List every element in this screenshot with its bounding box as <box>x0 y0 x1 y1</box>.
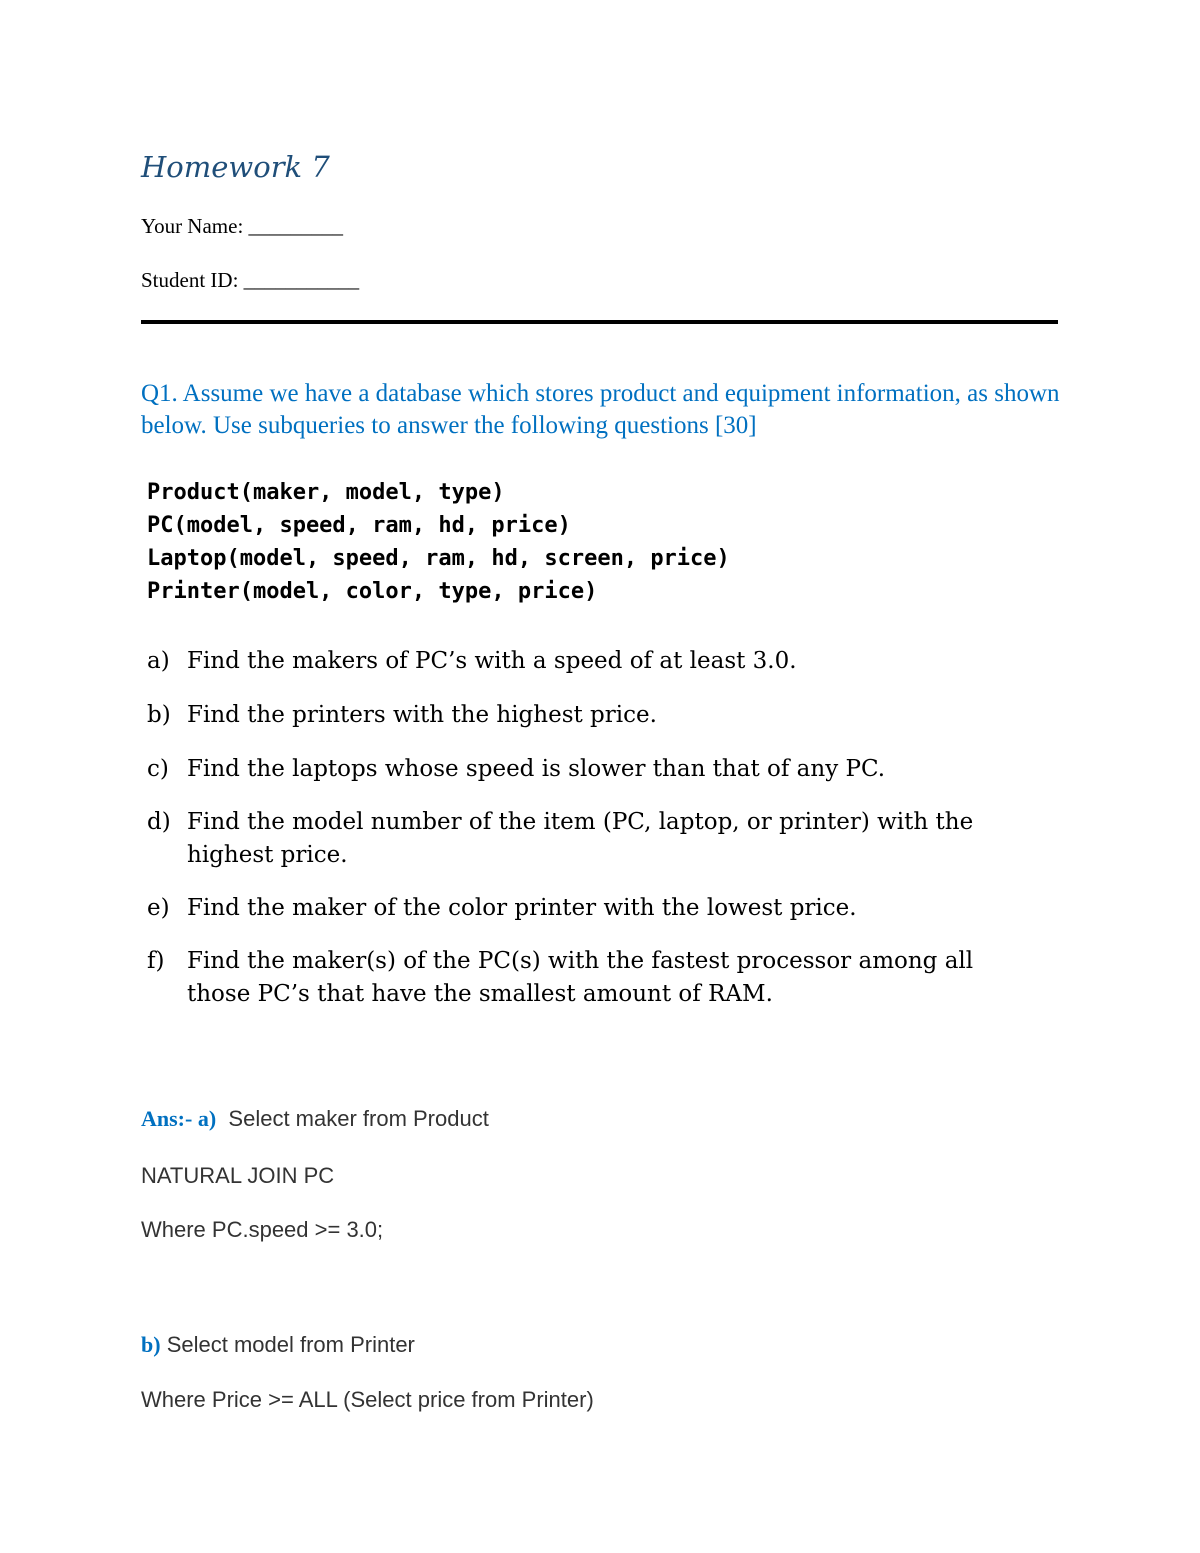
task-label: c) <box>147 756 169 782</box>
name-field: Your Name: _________ <box>141 214 344 238</box>
answer-a-line: Where PC.speed >= 3.0; <box>141 1217 384 1242</box>
task-item <box>147 892 857 925</box>
task-item <box>147 806 1042 872</box>
question-text: Q1. Assume we have a database which stores product and equipment information, as shown below. Use subqueries to answer the following questions [30] <box>141 380 1060 439</box>
homework-title: Homework 7 <box>141 150 330 184</box>
task-text: Find the model number of the item (PC, laptop, or printer) with the highest price. <box>187 809 974 868</box>
task-text: Find the printers with the highest price. <box>187 702 657 728</box>
task-label: f) <box>147 948 165 974</box>
task-text: Find the makers of PC’s with a speed of at least 3.0. <box>187 648 797 674</box>
task-text: Find the maker(s) of the PC(s) with the fastest processor among all those PC’s that have the smallest amount of RAM. <box>187 948 974 1007</box>
schema-line: Product(maker, model, type) <box>147 480 505 505</box>
schema-block <box>147 476 730 608</box>
task-text: Find the maker of the color printer with the lowest price. <box>187 895 857 921</box>
answer-b-line: Where Price >= ALL (Select price from Printer) <box>141 1387 594 1412</box>
task-label: d) <box>147 809 171 835</box>
task-label: e) <box>147 895 170 921</box>
task-item <box>147 945 1042 1011</box>
task-text: Find the laptops whose speed is slower than that of any PC. <box>187 756 886 782</box>
answer-b-line <box>141 1332 415 1358</box>
answer-text: Select maker from Product <box>228 1106 489 1131</box>
task-item <box>147 645 797 678</box>
answer-text: Select model from Printer <box>166 1332 415 1357</box>
task-label: a) <box>147 648 170 674</box>
answer-a-line <box>141 1106 489 1132</box>
task-item <box>147 699 657 732</box>
schema-line: PC(model, speed, ram, hd, price) <box>147 513 571 538</box>
schema-line: Laptop(model, speed, ram, hd, screen, price) <box>147 546 730 571</box>
horizontal-rule <box>141 320 1058 324</box>
task-item <box>147 753 885 786</box>
task-label: b) <box>147 702 171 728</box>
answer-a-line: NATURAL JOIN PC <box>141 1163 335 1188</box>
answer-a-prefix: Ans:- a) <box>141 1106 217 1131</box>
schema-line: Printer(model, color, type, price) <box>147 579 598 604</box>
student-id-field: Student ID: ___________ <box>141 268 360 292</box>
answer-b-prefix: b) <box>141 1332 161 1357</box>
